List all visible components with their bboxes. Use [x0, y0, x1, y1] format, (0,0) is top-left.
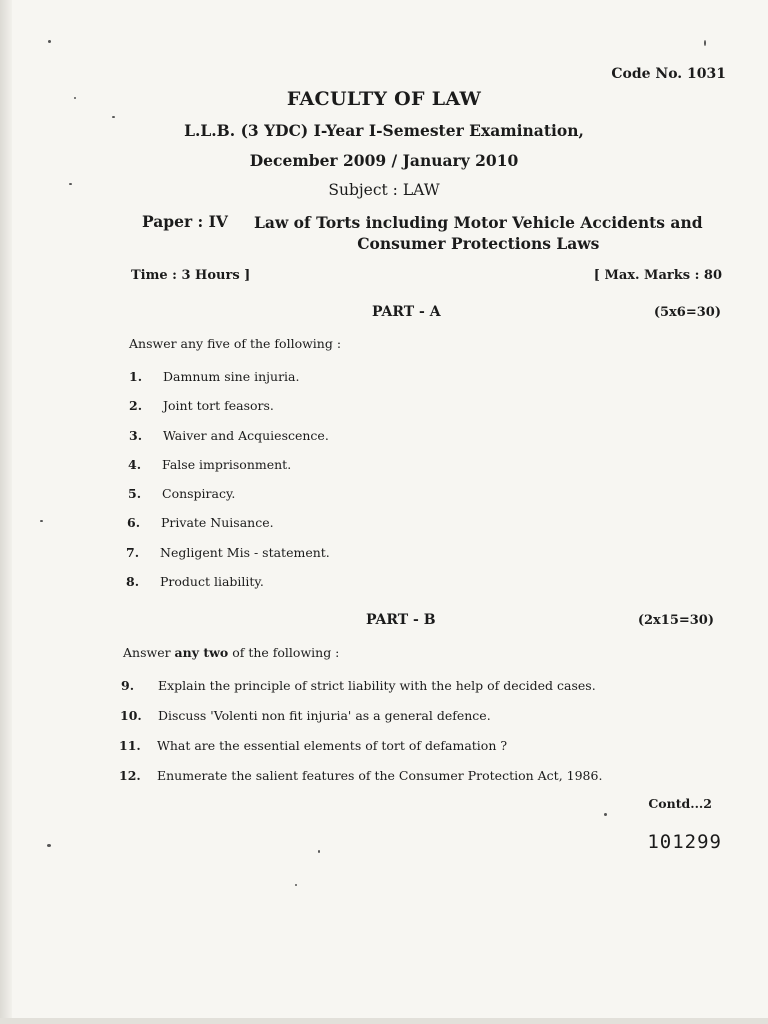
- scan-speck: [295, 884, 297, 886]
- serial-number: 101299: [647, 831, 722, 853]
- scan-speck: [47, 844, 51, 847]
- question-row: [128, 454, 291, 473]
- question-number: 6.: [127, 515, 141, 530]
- scan-speck: [40, 520, 43, 522]
- part-a-score: (5x6=30): [653, 305, 721, 320]
- scan-speck: [48, 40, 51, 43]
- question-row: [126, 571, 264, 590]
- question-number: 5.: [128, 486, 142, 501]
- question-number: 8.: [126, 574, 140, 589]
- scan-speck: [318, 850, 320, 853]
- part-b-instruction: [123, 645, 339, 660]
- subject-value: LAW: [402, 181, 440, 199]
- paper-title: [254, 212, 703, 254]
- question-number: 4.: [128, 457, 142, 472]
- time-allowed: Time : 3 Hours ]: [131, 268, 251, 283]
- question-number: 10.: [120, 708, 142, 723]
- question-row: [128, 483, 235, 502]
- question-text: Joint tort feasors.: [163, 398, 274, 413]
- question-row: [129, 366, 299, 385]
- scan-speck: [74, 97, 76, 99]
- question-number: 12.: [119, 768, 141, 783]
- question-number: 11.: [119, 738, 141, 753]
- instruction-text: Answer: [123, 645, 175, 660]
- subject-line: [0, 181, 768, 199]
- question-number: 9.: [121, 678, 135, 693]
- scan-speck: [604, 813, 607, 816]
- question-text: False imprisonment.: [162, 457, 292, 472]
- continued-note: Contd...2: [648, 796, 712, 811]
- part-b-title: PART - B: [366, 612, 436, 628]
- question-row: [129, 395, 274, 414]
- question-text: Explain the principle of strict liability with the help of decided cases.: [158, 678, 596, 693]
- instruction-emphasis: any two: [174, 645, 229, 660]
- subject-label: Subject :: [328, 181, 398, 199]
- paper-title-line1: Law of Torts including Motor Vehicle Accidents and: [254, 213, 703, 232]
- question-text: Discuss 'Volenti non fit injuria' as a general defence.: [158, 708, 491, 723]
- question-row: [120, 705, 491, 724]
- question-row: [119, 735, 507, 754]
- question-number: 7.: [126, 545, 140, 560]
- paper-title-line2: Consumer Protections Laws: [357, 234, 600, 253]
- question-text: Negligent Mis - statement.: [160, 545, 330, 560]
- question-row: [129, 425, 329, 444]
- paper-number: Paper : IV: [142, 212, 228, 231]
- question-row: [127, 512, 274, 531]
- code-number: Code No. 1031: [611, 66, 726, 82]
- question-number: 1.: [129, 369, 143, 384]
- question-text: What are the essential elements of tort of defamation ?: [157, 738, 508, 753]
- question-text: Conspiracy.: [162, 486, 236, 501]
- exam-date: December 2009 / January 2010: [249, 151, 519, 170]
- scan-speck: [112, 116, 115, 118]
- question-text: Enumerate the salient features of the Consumer Protection Act, 1986.: [157, 768, 603, 783]
- question-row: [121, 675, 596, 694]
- faculty-title: FACULTY OF LAW: [286, 88, 482, 110]
- question-row: [126, 542, 330, 561]
- question-text: Damnum sine injuria.: [163, 369, 300, 384]
- scan-speck: [69, 183, 72, 185]
- question-number: 3.: [129, 428, 143, 443]
- scan-bottom-edge: [0, 1018, 768, 1024]
- question-text: Product liability.: [160, 574, 264, 589]
- question-text: Private Nuisance.: [161, 515, 274, 530]
- instruction-text: of the following :: [228, 645, 340, 660]
- question-row: [119, 765, 602, 784]
- part-a-title: PART - A: [372, 304, 441, 320]
- max-marks: [ Max. Marks : 80: [593, 268, 722, 283]
- scan-speck: [704, 40, 706, 46]
- exam-title: L.L.B. (3 YDC) I-Year I-Semester Examination,: [184, 121, 584, 140]
- question-text: Waiver and Acquiescence.: [163, 428, 329, 443]
- part-a-instruction: Answer any five of the following :: [129, 336, 342, 351]
- question-number: 2.: [129, 398, 143, 413]
- part-b-score: (2x15=30): [637, 613, 714, 628]
